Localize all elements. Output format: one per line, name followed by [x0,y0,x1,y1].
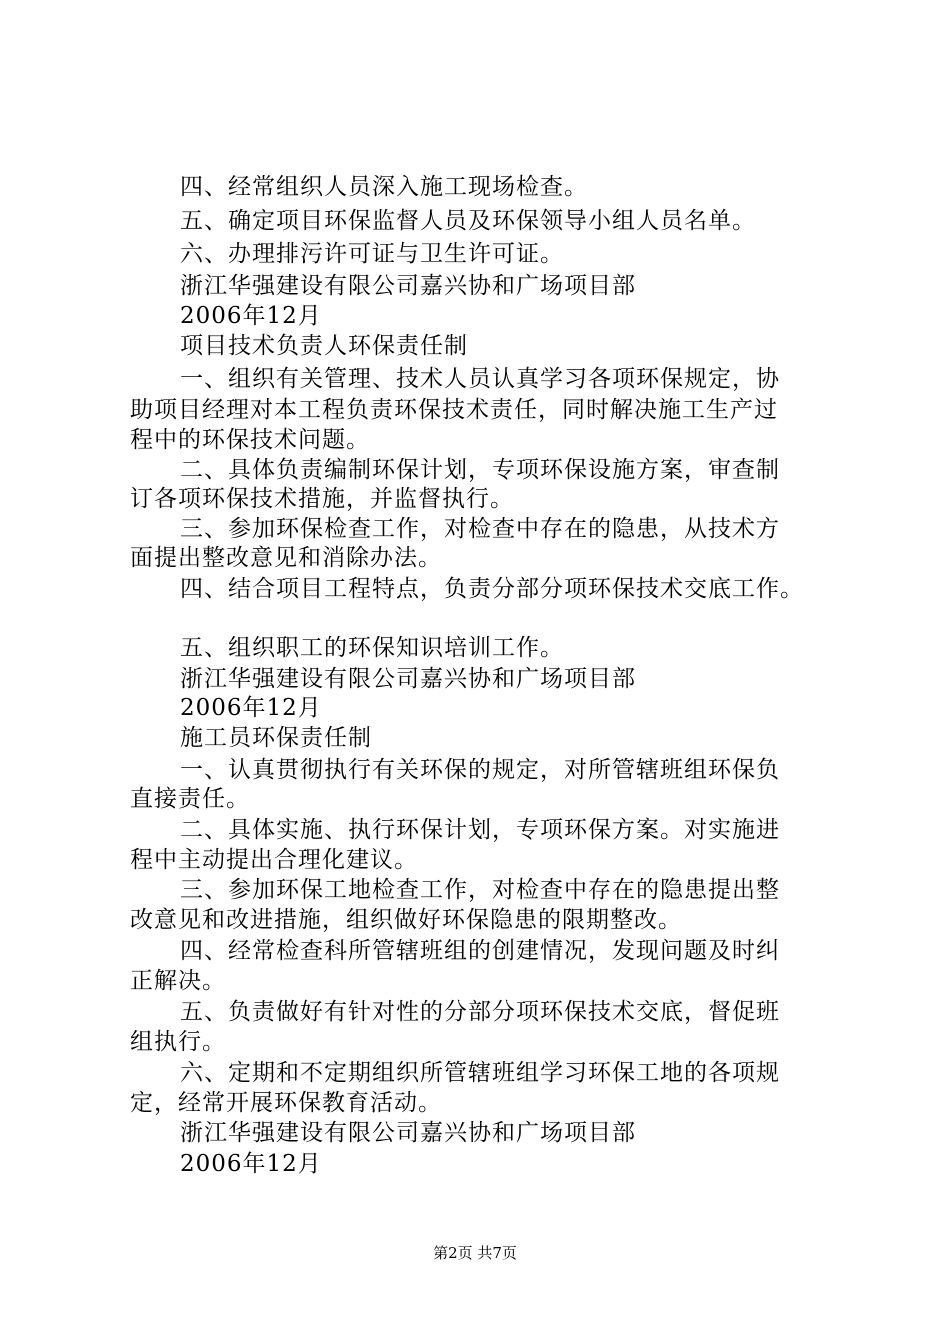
text-line: 五、负责做好有针对性的分部分项环保技术交底，督促班 [180,999,780,1025]
text-line: 直接责任。 [130,786,250,812]
text-line: 三、参加环保检查工作，对检查中存在的隐患，从技术方 [180,516,780,542]
text-line: 二、具体实施、执行环保计划，专项环保方案。对实施进 [180,817,780,843]
text-line: 面提出整改意见和消除办法。 [130,545,442,571]
text-line: 组执行。 [130,1029,226,1055]
date-line: 2006年12月 [180,695,322,721]
text-line: 五、确定项目环保监督人员及环保领导小组人员名单。 [180,208,756,234]
section-title: 项目技术负责人环保责任制 [180,333,468,359]
text-line: 程中的环保技术问题。 [130,427,370,453]
text-line: 一、认真贯彻执行有关环保的规定，对所管辖班组环保负 [180,757,780,783]
text-line: 程中主动提出合理化建议。 [130,847,418,873]
text-line: 四、经常检查科所管辖班组的创建情况，发现问题及时纠 [180,938,780,964]
text-line: 浙江华强建设有限公司嘉兴协和广场项目部 [180,273,636,299]
text-line: 四、经常组织人员深入施工现场检查。 [180,174,588,200]
text-line: 浙江华强建设有限公司嘉兴协和广场项目部 [180,666,636,692]
page-number: 第2页 共7页 [433,1244,517,1262]
text-line: 四、结合项目工程特点，负责分部分项环保技术交底工作。 [180,576,804,602]
text-line: 六、办理排污许可证与卫生许可证。 [180,241,564,267]
text-line: 六、定期和不定期组织所管辖班组学习环保工地的各项规 [180,1060,780,1086]
text-line: 五、组织职工的环保知识培训工作。 [180,635,564,661]
text-line: 订各项环保技术措施，并监督执行。 [130,486,514,512]
text-line: 一、组织有关管理、技术人员认真学习各项环保规定，协 [180,366,780,392]
date-line: 2006年12月 [180,303,322,329]
text-line: 正解决。 [130,968,226,994]
section-title: 施工员环保责任制 [180,725,372,751]
text-line: 浙江华强建设有限公司嘉兴协和广场项目部 [180,1120,636,1146]
date-line: 2006年12月 [180,1151,322,1177]
text-line: 三、参加环保工地检查工作，对检查中存在的隐患提出整 [180,877,780,903]
text-line: 改意见和改进措施，组织做好环保隐患的限期整改。 [130,907,682,933]
text-line: 助项目经理对本工程负责环保技术责任，同时解决施工生产过 [130,397,778,423]
text-line: 定，经常开展环保教育活动。 [130,1090,442,1116]
text-line: 二、具体负责编制环保计划，专项环保设施方案，审查制 [180,457,780,483]
